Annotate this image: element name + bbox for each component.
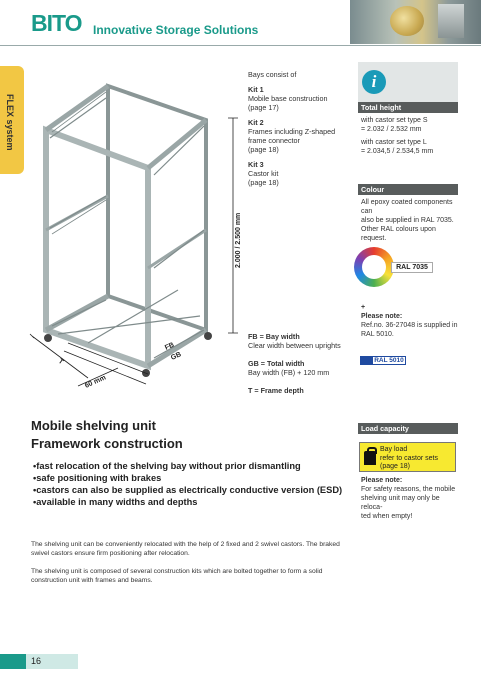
feature-item: • fast relocation of the shelving bay without prior dismantling bbox=[33, 460, 342, 472]
ral-5010-badge bbox=[360, 356, 406, 365]
dim-gb-label: GB bbox=[169, 351, 183, 362]
kit-title: Kit 2 bbox=[248, 118, 264, 127]
safety-heading: Please note: bbox=[361, 477, 403, 484]
load-capacity-text bbox=[380, 446, 438, 472]
safety-line: ted when empty! bbox=[361, 513, 413, 520]
colour-wheel-icon bbox=[354, 247, 394, 287]
load-line: refer to castor sets bbox=[380, 454, 438, 462]
dim-castor-label: 60 mm bbox=[83, 374, 108, 390]
bays-intro: Bays consist of bbox=[248, 70, 297, 79]
colour-line: All epoxy coated components can bbox=[361, 199, 453, 215]
info-icon: i bbox=[362, 70, 386, 94]
paragraph-line: The shelving unit is composed of several construction kits which are bolted together to form a solid bbox=[31, 568, 323, 575]
paragraph-castors bbox=[31, 541, 341, 558]
colour-heading: Colour bbox=[358, 184, 458, 195]
load-capacity-heading: Load capacity bbox=[358, 423, 458, 434]
note-line: RAL 5010. bbox=[361, 331, 394, 338]
title-line-1: Mobile shelving unit bbox=[31, 418, 156, 433]
kit-line: Mobile base construction bbox=[248, 94, 328, 103]
total-height-l: with castor set type L bbox=[361, 139, 427, 146]
load-line: (page 18) bbox=[380, 463, 410, 470]
dim-fb-label: FB bbox=[163, 341, 176, 352]
ral-5010-label: RAL 5010 bbox=[372, 356, 406, 365]
dim-t-label: T bbox=[56, 357, 65, 367]
total-height-l-value: = 2.034,5 / 2.534,5 mm bbox=[361, 148, 434, 155]
header-photo bbox=[350, 0, 481, 44]
brand-logo: BITO bbox=[31, 10, 82, 36]
bays-list bbox=[248, 70, 348, 187]
kit-line: (page 17) bbox=[248, 103, 279, 112]
kit-line: Frames including Z-shaped bbox=[248, 127, 336, 136]
plus-sign: + bbox=[361, 304, 366, 311]
kit-line: Castor kit bbox=[248, 169, 279, 178]
kit-line: (page 18) bbox=[248, 178, 279, 187]
page-number: 16 bbox=[31, 656, 42, 666]
kit-title: Kit 1 bbox=[248, 85, 264, 94]
section-tab-label: FLEX system bbox=[5, 94, 15, 151]
legend-fb-desc: Clear width between uprights bbox=[248, 341, 341, 350]
brand-tagline: Innovative Storage Solutions bbox=[93, 23, 259, 37]
feature-item: • safe positioning with brakes bbox=[33, 472, 342, 484]
paragraph-line: construction unit with frames and beams. bbox=[31, 576, 153, 584]
feature-item: • castors can also be supplied as electrically conductive version (ESD) bbox=[33, 484, 342, 496]
total-height-heading: Total height bbox=[358, 102, 458, 113]
paragraph-construction bbox=[31, 568, 341, 585]
header-divider bbox=[0, 45, 481, 46]
load-line: Bay load bbox=[380, 446, 408, 453]
kit-line: frame connector bbox=[248, 136, 300, 145]
total-height-s-value: = 2.032 / 2.532 mm bbox=[361, 126, 422, 133]
paragraph-line: The shelving unit can be conveniently relocated with the help of 2 fixed and 2 swivel castors. The braked bbox=[31, 541, 340, 548]
kit-line: (page 18) bbox=[248, 145, 279, 154]
legend-fb-title: FB = Bay width bbox=[248, 332, 300, 341]
total-height-s: with castor set type S bbox=[361, 117, 428, 124]
shelving-unit-drawing bbox=[28, 68, 248, 398]
note-line: Ref.no. 36-27048 is supplied in bbox=[361, 322, 458, 329]
page-title bbox=[31, 417, 183, 453]
ral-7035-badge: RAL 7035 bbox=[391, 262, 433, 273]
safety-line: For safety reasons, the mobile bbox=[361, 486, 456, 493]
dimension-legend bbox=[248, 332, 353, 395]
colour-line: Other RAL colours upon request. bbox=[361, 226, 436, 242]
load-capacity-box bbox=[359, 442, 456, 472]
safety-line: shelving unit may only be reloca- bbox=[361, 495, 440, 511]
colour-text bbox=[361, 198, 459, 243]
note-block bbox=[361, 303, 459, 339]
feature-item: • available in many widths and depths bbox=[33, 496, 342, 508]
feature-list bbox=[33, 460, 342, 508]
kit-title: Kit 3 bbox=[248, 160, 264, 169]
legend-gb-desc: Bay width (FB) + 120 mm bbox=[248, 368, 330, 377]
title-line-2: Framework construction bbox=[31, 436, 183, 451]
page-header bbox=[0, 0, 481, 46]
legend-gb-title: GB = Total width bbox=[248, 359, 305, 368]
safety-note bbox=[361, 476, 459, 521]
dim-height-label: 2.000 / 2.500 mm bbox=[235, 212, 242, 268]
paragraph-line: swivel castors ensure firm positioning after relocation. bbox=[31, 549, 190, 557]
colour-line: also be supplied in RAL 7035. bbox=[361, 217, 454, 224]
section-tab bbox=[0, 66, 24, 174]
total-height-text bbox=[361, 116, 459, 156]
note-heading: Please note: bbox=[361, 313, 403, 320]
weight-icon bbox=[364, 451, 376, 465]
legend-t-title: T = Frame depth bbox=[248, 386, 304, 395]
footer-accent bbox=[0, 654, 26, 669]
